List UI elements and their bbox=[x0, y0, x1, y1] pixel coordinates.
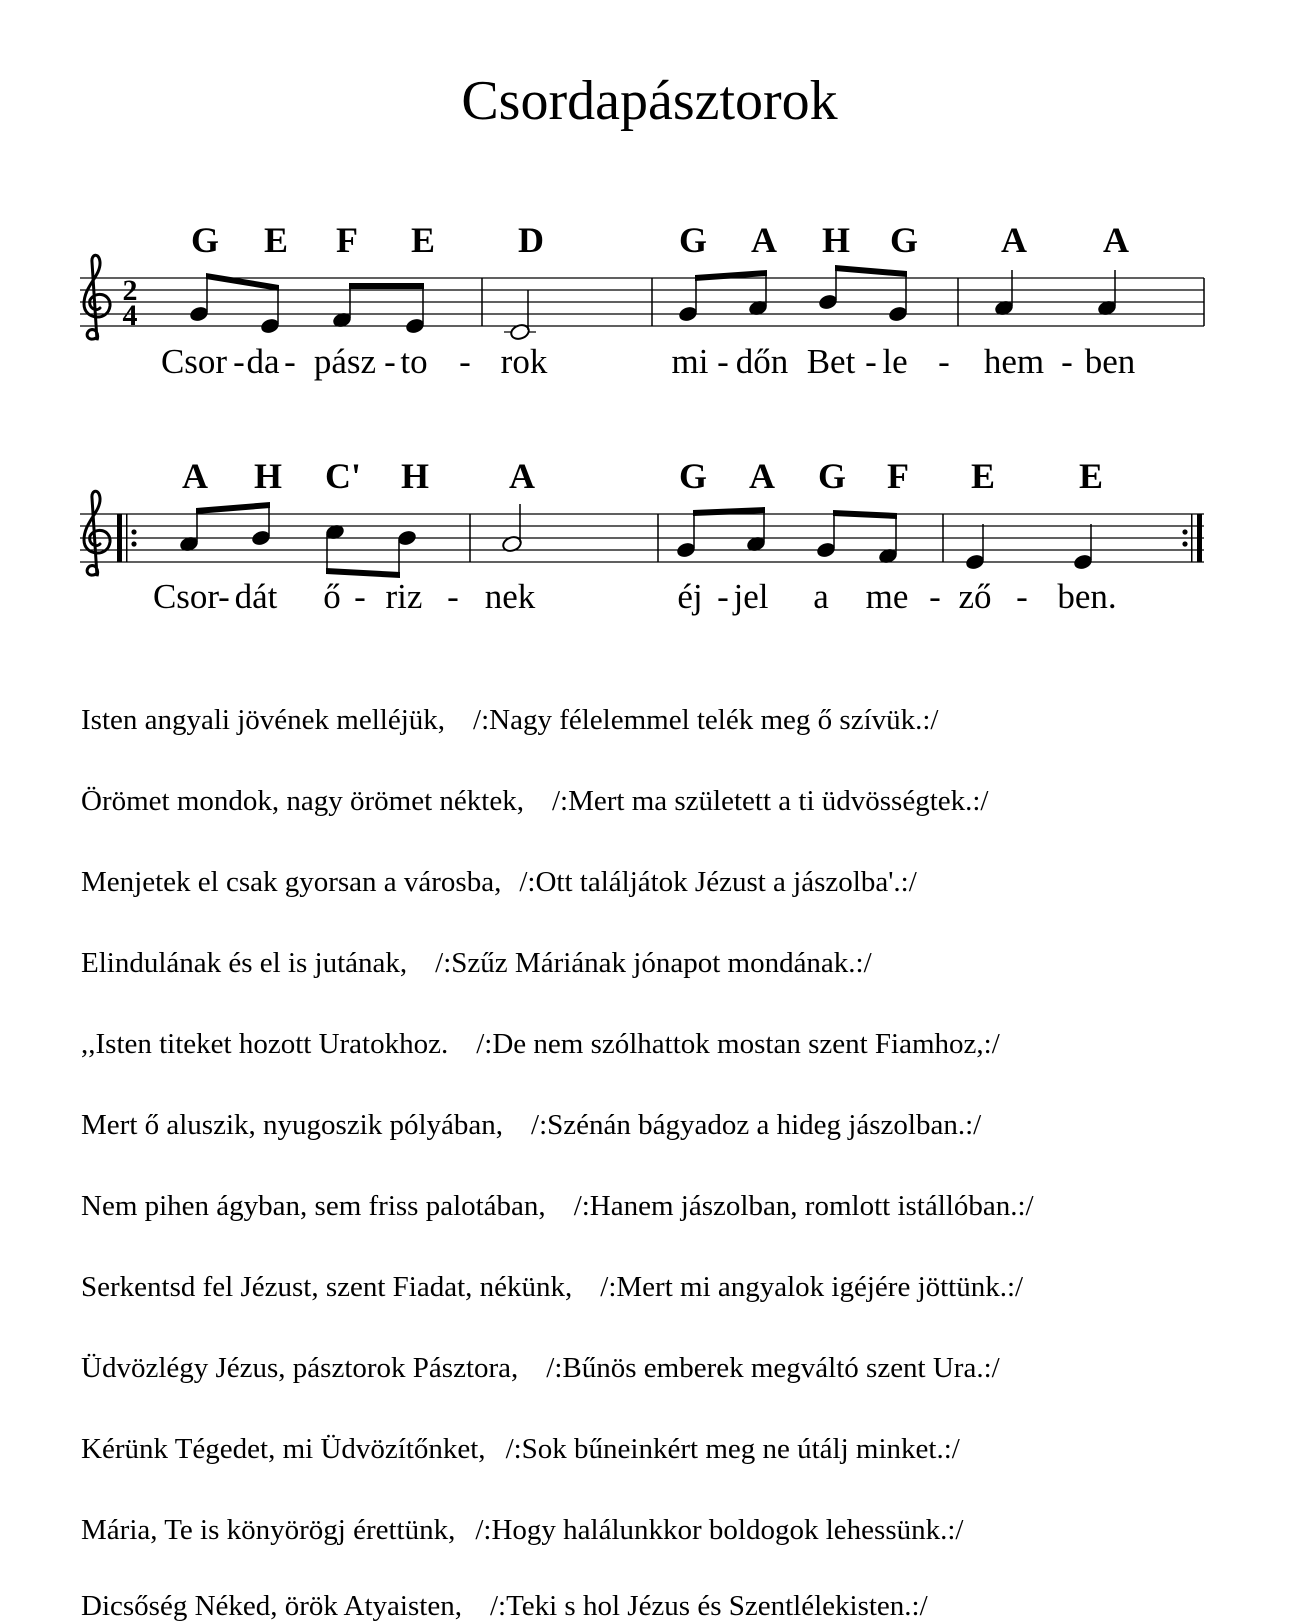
verse-first-half: Mert ő aluszik, nyugoszik pólyában, bbox=[81, 1109, 504, 1141]
chord-label: C' bbox=[325, 456, 361, 496]
note bbox=[260, 317, 280, 334]
verse-second-half: /:De nem szólhattok mostan szent Fiamhoz,:/ bbox=[476, 1028, 1000, 1060]
chord-label: H bbox=[821, 220, 851, 260]
chord-label: H bbox=[253, 456, 283, 496]
lyric-syllable: riz bbox=[385, 577, 423, 616]
verse-first-half: Nem pihen ágyban, sem friss palotában, bbox=[81, 1190, 546, 1222]
lyric-syllable: hem bbox=[983, 342, 1045, 381]
lyric-syllable: mi bbox=[671, 342, 709, 381]
chord-label: A bbox=[751, 220, 777, 260]
verse-line bbox=[81, 1188, 1034, 1224]
verse-first-half: Kérünk Tégedet, mi Üdvözítőnket, bbox=[81, 1433, 486, 1465]
verse-second-half: /:Bűnös emberek megváltó szent Ura.:/ bbox=[546, 1352, 1000, 1384]
notes-measure-8 bbox=[965, 524, 1093, 571]
verse-second-half: /:Mert ma született a ti üdvösségtek.:/ bbox=[551, 785, 989, 817]
verse-line bbox=[81, 1026, 1000, 1062]
chord-label: G bbox=[817, 456, 847, 496]
lyric-hyphen: - bbox=[929, 577, 941, 616]
lyric-syllable: Bet bbox=[806, 342, 856, 381]
music-score bbox=[0, 0, 1299, 640]
chord-label: A bbox=[1103, 220, 1129, 260]
verse-line bbox=[81, 1350, 1000, 1386]
notes-measure-2 bbox=[504, 290, 536, 341]
lyric-hyphen: - bbox=[218, 577, 230, 616]
verse-line bbox=[81, 864, 917, 900]
treble-clef-icon bbox=[84, 255, 110, 340]
lyric-hyphen: - bbox=[717, 342, 729, 381]
lyric-hyphen: - bbox=[384, 342, 396, 381]
note bbox=[405, 317, 425, 334]
lyrics-row-2 bbox=[153, 577, 1117, 616]
notes-measure-7 bbox=[676, 507, 898, 565]
chord-label: H bbox=[400, 456, 430, 496]
lyric-hyphen: - bbox=[447, 577, 459, 616]
chord-label: A bbox=[1001, 220, 1027, 260]
verse-line bbox=[81, 783, 988, 819]
verse-line bbox=[81, 702, 939, 738]
lyric-hyphen: - bbox=[938, 342, 950, 381]
verse-first-half: Mária, Te is könyörögj érettünk, bbox=[81, 1514, 456, 1546]
lyric-syllable: ző bbox=[958, 577, 992, 616]
chord-label: A bbox=[749, 456, 775, 496]
lyric-hyphen: - bbox=[1061, 342, 1073, 381]
time-signature-top: 2 bbox=[122, 274, 138, 307]
verse-line bbox=[81, 1269, 1023, 1305]
chord-row-2 bbox=[182, 456, 1103, 496]
chord-label: G bbox=[190, 220, 220, 260]
verse-first-half: Üdvözlégy Jézus, pásztorok Pásztora, bbox=[81, 1352, 519, 1384]
lyric-syllable: nek bbox=[484, 577, 536, 616]
verse-second-half: /:Hogy halálunkkor boldogok lehessünk.:/ bbox=[475, 1514, 964, 1546]
verse-first-half: ,,Isten titeket hozott Uratokhoz. bbox=[81, 1028, 449, 1060]
notes-measure-4 bbox=[994, 270, 1117, 317]
verse-second-half: /:Nagy félelemmel telék meg ő szívük.:/ bbox=[473, 704, 939, 736]
chord-label: A bbox=[509, 456, 535, 496]
lyric-syllable: jel bbox=[733, 577, 769, 616]
chord-label: F bbox=[336, 220, 358, 260]
lyrics-row-1 bbox=[161, 342, 1135, 381]
staff-system-2 bbox=[80, 456, 1204, 616]
lyric-syllable: dát bbox=[234, 577, 278, 616]
verse-second-half: /:Teki s hol Jézus és Szentlélekisten.:/ bbox=[489, 1590, 928, 1622]
verse-second-half: /:Szénán bágyadoz a hideg jászolban.:/ bbox=[531, 1109, 982, 1141]
verse-line bbox=[81, 1512, 963, 1548]
lyric-syllable: Csor bbox=[160, 342, 228, 381]
chord-label: D bbox=[518, 220, 544, 260]
lyric-hyphen: - bbox=[284, 342, 296, 381]
lyric-hyphen: - bbox=[865, 342, 877, 381]
verse-first-half: Isten angyali jövének melléjük, bbox=[81, 704, 446, 736]
verse-line bbox=[81, 1431, 960, 1467]
chord-label: G bbox=[889, 220, 919, 260]
verse-line bbox=[81, 945, 872, 981]
verse-line bbox=[81, 1588, 928, 1624]
verse-first-half: Serkentsd fel Jézust, szent Fiadat, nékünk, bbox=[81, 1271, 573, 1303]
verse-second-half: /:Mert mi angyalok igéjére jöttünk.:/ bbox=[600, 1271, 1024, 1303]
lyric-syllable: da bbox=[246, 342, 280, 381]
time-signature bbox=[123, 274, 138, 332]
chord-label: E bbox=[970, 456, 996, 496]
lyric-syllable: ben. bbox=[1057, 577, 1117, 616]
lyric-hyphen: - bbox=[1016, 577, 1028, 616]
verse-first-half: Dicsőség Néked, örök Atyaisten, bbox=[81, 1590, 462, 1622]
lyric-hyphen: - bbox=[233, 342, 245, 381]
notes-measure-1 bbox=[189, 273, 425, 335]
chord-label: E bbox=[1078, 456, 1104, 496]
time-signature-bottom: 4 bbox=[122, 299, 138, 332]
lyric-syllable: me bbox=[865, 577, 909, 616]
staff-lines bbox=[80, 514, 1204, 562]
lyric-syllable: ő bbox=[323, 577, 341, 616]
lyric-syllable: ben bbox=[1084, 342, 1136, 381]
verse-first-half: Örömet mondok, nagy örömet néktek, bbox=[81, 785, 524, 817]
verse-second-half: /:Ott találjátok Jézust a jászolba'.:/ bbox=[519, 866, 917, 898]
lyric-hyphen: - bbox=[354, 577, 366, 616]
chord-label: F bbox=[887, 456, 909, 496]
lyric-syllable: le bbox=[882, 342, 908, 381]
lyric-hyphen: - bbox=[717, 577, 729, 616]
notes-measure-6 bbox=[501, 504, 522, 553]
lyric-syllable: dőn bbox=[735, 342, 789, 381]
verse-second-half: /:Hanem jászolban, romlott istállóban.:/ bbox=[573, 1190, 1034, 1222]
page-title: Csordapásztorok bbox=[461, 70, 838, 132]
lyric-hyphen: - bbox=[459, 342, 471, 381]
treble-clef-icon bbox=[84, 491, 110, 576]
lyric-syllable: Csor bbox=[152, 577, 220, 616]
verse-second-half: /:Sok bűneinkért meg ne útálj minket.:/ bbox=[505, 1433, 960, 1465]
chord-label: G bbox=[678, 456, 708, 496]
verse-first-half: Elindulának és el is jutának, bbox=[81, 947, 408, 979]
chord-label: E bbox=[263, 220, 289, 260]
lyric-syllable: pász bbox=[313, 342, 377, 381]
chord-label: A bbox=[182, 456, 208, 496]
chord-row-1 bbox=[191, 220, 1129, 260]
verse-second-half: /:Szűz Máriának jónapot mondának.:/ bbox=[435, 947, 872, 979]
chord-label: E bbox=[410, 220, 436, 260]
lyric-syllable: rok bbox=[500, 342, 548, 381]
lyric-syllable: to bbox=[400, 342, 428, 381]
verse-line bbox=[81, 1107, 981, 1143]
lyric-syllable: éj bbox=[677, 577, 703, 616]
verse-first-half: Menjetek el csak gyorsan a városba, bbox=[81, 866, 502, 898]
chord-label: G bbox=[678, 220, 708, 260]
staff-system-1 bbox=[80, 220, 1204, 381]
lyric-syllable: a bbox=[813, 577, 829, 616]
note bbox=[189, 305, 209, 322]
